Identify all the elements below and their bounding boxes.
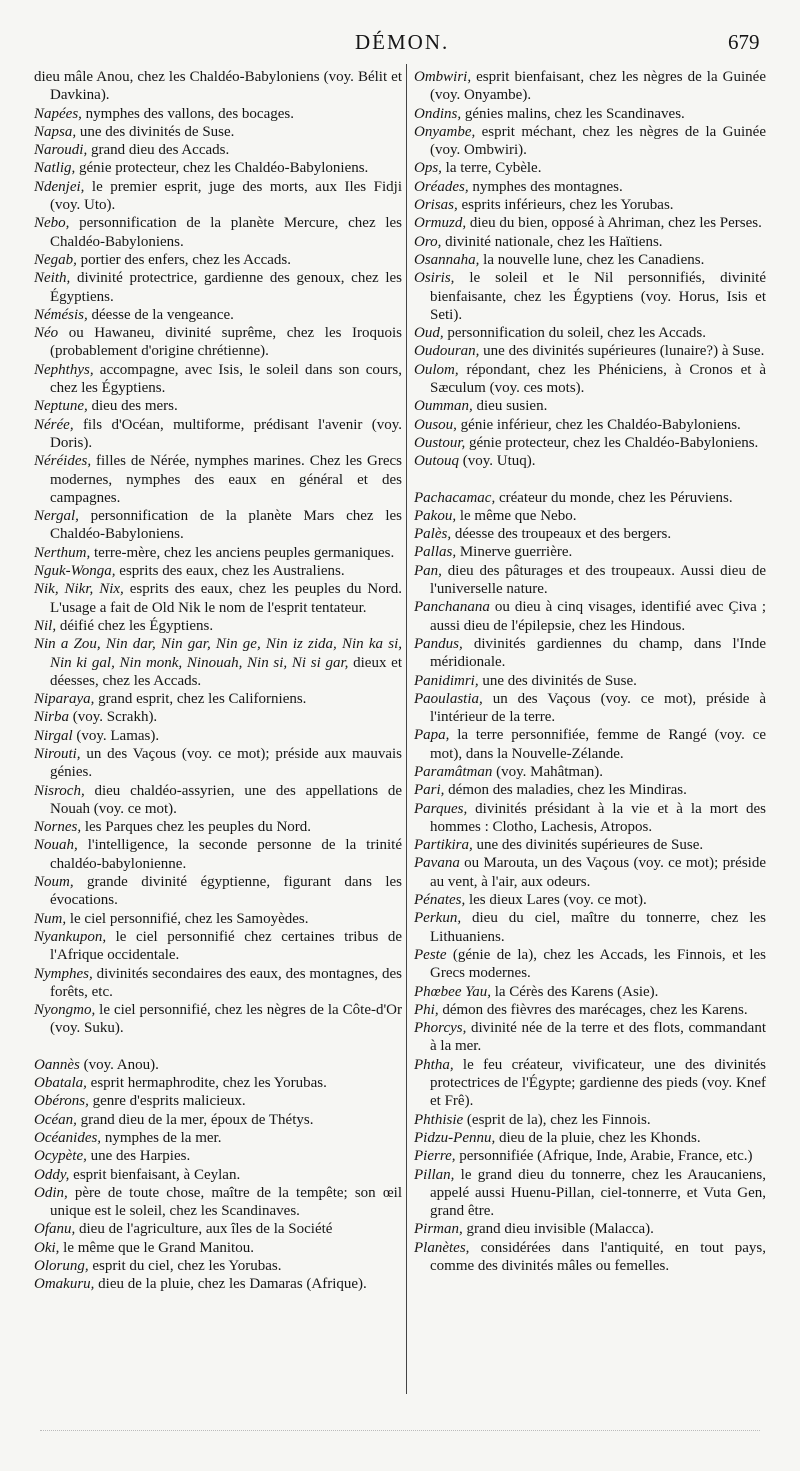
entry-term: Oki, bbox=[34, 1239, 60, 1256]
dictionary-entry bbox=[414, 946, 766, 983]
entry-definition: le feu créateur, vivificateur, une des divinités protectrices de l'Égypte; gardienne des pieds (voy. Knef et Frê). bbox=[430, 1056, 766, 1110]
entry-definition: père de toute chose, maître de la tempête; son œil unique est le soleil, chez les Scandinaves. bbox=[50, 1184, 402, 1220]
dictionary-entry bbox=[414, 1147, 766, 1165]
dictionary-entry bbox=[414, 1166, 766, 1221]
dictionary-entry bbox=[414, 1220, 766, 1238]
dictionary-entry bbox=[34, 1056, 402, 1074]
entry-term: Phi, bbox=[414, 1001, 439, 1018]
dictionary-entry bbox=[414, 672, 766, 690]
entry-definition: le soleil et le Nil personnifiés, divinité bienfaisante, chez les Égyptiens (voy. Horus, Isis et Seti). bbox=[430, 270, 766, 323]
entry-term: Palès, bbox=[414, 526, 452, 543]
entry-term: Napsa, bbox=[34, 123, 77, 140]
dictionary-entry bbox=[414, 1056, 766, 1111]
dictionary-entry bbox=[34, 1220, 402, 1238]
dictionary-entry bbox=[414, 800, 766, 837]
entry-definition: dieu des pâturages et des troupeaux. Aussi dieu de l'universelle nature. bbox=[430, 562, 766, 598]
entry-term: Ops, bbox=[414, 160, 442, 177]
entry-definition: (voy. Mahâtman). bbox=[492, 763, 604, 780]
entry-term: Pénates, bbox=[414, 892, 466, 909]
dictionary-entry bbox=[414, 763, 766, 781]
dictionary-entry bbox=[34, 1147, 402, 1165]
dictionary-entry bbox=[34, 873, 402, 910]
dictionary-entry bbox=[34, 68, 402, 105]
entry-definition: divinités secondaires des eaux, des montagnes, des forêts, etc. bbox=[50, 965, 402, 1000]
dictionary-entry bbox=[34, 580, 402, 617]
entry-definition: déesse des troupeaux et des bergers. bbox=[451, 526, 672, 543]
entry-term: Neith, bbox=[34, 270, 71, 287]
entry-definition: une des divinités de Suse. bbox=[478, 672, 637, 689]
entry-definition: considérées dans l'antiquité, en tout pays, comme des divinités mâles ou femelles. bbox=[430, 1239, 766, 1274]
entry-definition: la Cérès des Karens (Asie). bbox=[490, 983, 659, 1000]
entry-term: Obatala, bbox=[34, 1075, 87, 1092]
dictionary-entry bbox=[414, 123, 766, 160]
dictionary-entry bbox=[414, 781, 766, 799]
dictionary-entry bbox=[34, 1074, 402, 1092]
dictionary-entry bbox=[414, 397, 766, 415]
dictionary-entry bbox=[34, 159, 402, 177]
page-number: 679 bbox=[728, 30, 760, 54]
entry-definition: (voy. Utuq). bbox=[459, 453, 536, 470]
entry-definition: la terre personnifiée, femme de Rangé (voy. ce mot), dans la Nouvelle-Zélande. bbox=[430, 727, 766, 762]
dictionary-entry bbox=[34, 269, 402, 306]
dictionary-entry bbox=[414, 361, 766, 398]
dictionary-entry bbox=[34, 965, 402, 1002]
entry-term: Niparaya, bbox=[34, 691, 95, 708]
left-column bbox=[34, 68, 402, 1294]
entry-definition: dieu mâle Anou, chez les Chaldéo-Babyloniens (voy. Bélit et Davkina). bbox=[34, 69, 402, 104]
section-gap bbox=[414, 471, 766, 489]
dictionary-entry bbox=[414, 909, 766, 946]
entry-term: Orisas, bbox=[414, 197, 458, 214]
entry-definition: ou Hawaneu, divinité suprême, chez les Iroquois (probablement d'origine chrétienne). bbox=[50, 325, 402, 360]
entry-term: Natlig, bbox=[34, 160, 76, 177]
dictionary-entry bbox=[414, 416, 766, 434]
dictionary-entry bbox=[414, 690, 766, 727]
entry-term: Omakuru, bbox=[34, 1276, 95, 1293]
entry-definition: dieu chaldéo-assyrien, une des appellations de Nouah (voy. ce mot). bbox=[50, 782, 402, 817]
dictionary-entry bbox=[34, 1275, 402, 1293]
entry-definition: créateur du monde, chez les Péruviens. bbox=[495, 489, 733, 506]
entry-definition: l'intelligence, la seconde personne de la trinité chaldéo-babylonienne. bbox=[50, 837, 402, 872]
entry-definition: divinités présidant à la vie et à la mort des hommes : Clotho, Lachesis, Atropos. bbox=[430, 800, 766, 835]
entry-term: Odin, bbox=[34, 1184, 68, 1201]
entry-definition: la terre, Cybèle. bbox=[441, 160, 542, 177]
entry-definition: esprits des eaux, chez les Australiens. bbox=[115, 563, 345, 580]
dictionary-entry bbox=[34, 397, 402, 415]
entry-term: Pakou, bbox=[414, 507, 457, 524]
entry-definition: grand dieu invisible (Malacca). bbox=[462, 1221, 654, 1238]
entry-term: Nguk-Wonga, bbox=[34, 563, 116, 580]
entry-definition: (esprit de la), chez les Finnois. bbox=[463, 1111, 651, 1128]
dictionary-entry bbox=[34, 416, 402, 453]
dictionary-entry bbox=[414, 507, 766, 525]
entry-term: Pari, bbox=[414, 782, 445, 799]
entry-term: Oréades, bbox=[414, 178, 469, 195]
dictionary-entry bbox=[34, 141, 402, 159]
entry-definition: dieu des mers. bbox=[87, 398, 178, 415]
entry-term: Perkun, bbox=[414, 910, 462, 927]
dictionary-entry bbox=[414, 726, 766, 763]
dictionary-entry bbox=[414, 1239, 766, 1276]
entry-definition: ou Marouta, un des Vaçous (voy. ce mot); préside au vent, à l'air, aux odeurs. bbox=[430, 855, 766, 890]
dictionary-entry bbox=[414, 1111, 766, 1129]
entry-definition: divinité nationale, chez les Haïtiens. bbox=[441, 233, 663, 250]
entry-term: Pidzu-Pennu, bbox=[414, 1129, 496, 1146]
entry-definition: le même que le Grand Manitou. bbox=[59, 1239, 254, 1256]
entry-term: Obérons, bbox=[34, 1093, 89, 1110]
entry-definition: le grand dieu du tonnerre, chez les Araucaniens, appelé aussi Huenu-Pillan, ciel-tonnerre, et Vuta Gen, grand être. bbox=[430, 1166, 766, 1220]
dictionary-entry bbox=[34, 1129, 402, 1147]
entry-term: Pachacamac, bbox=[414, 489, 496, 506]
entry-term: Nik, Nikr, Nix, bbox=[34, 581, 124, 598]
entry-definition: filles de Nérée, nymphes marines. Chez les Grecs modernes, nymphes des eaux en général et des campagnes. bbox=[50, 453, 402, 506]
entry-term: Num, bbox=[34, 910, 67, 927]
dictionary-entry bbox=[34, 562, 402, 580]
dictionary-entry bbox=[34, 507, 402, 544]
running-title: DÉMON. bbox=[355, 30, 450, 54]
entry-term: Osannaha, bbox=[414, 251, 480, 268]
entry-definition: accompagne, avec Isis, le soleil dans son cours, chez les Égyptiens. bbox=[50, 361, 402, 397]
dictionary-entry bbox=[414, 434, 766, 452]
entry-definition: terre-mère, chez les anciens peuples germaniques. bbox=[90, 544, 395, 561]
dictionary-entry bbox=[34, 214, 402, 251]
dictionary-entry bbox=[34, 818, 402, 836]
entry-term: Neptune, bbox=[34, 398, 88, 415]
entry-term: Negab, bbox=[34, 251, 77, 268]
entry-definition: dieu susien. bbox=[472, 398, 548, 415]
entry-term: Peste bbox=[414, 946, 447, 963]
entry-term: Nephthys, bbox=[34, 361, 94, 378]
entry-term: Ombwiri, bbox=[414, 69, 472, 85]
entry-term: Outouq bbox=[414, 453, 459, 470]
entry-term: Océanides, bbox=[34, 1129, 102, 1146]
dictionary-entry bbox=[414, 836, 766, 854]
dictionary-entry bbox=[414, 635, 766, 672]
entry-term: Ondins, bbox=[414, 105, 462, 122]
entry-definition: ou dieu à cinq visages, identifié avec Çiva ; aussi dieu de l'épilepsie, chez les Hindous. bbox=[430, 599, 766, 634]
dictionary-entry bbox=[34, 836, 402, 873]
entry-term: Nirouti, bbox=[34, 745, 81, 762]
entry-term: Oudouran, bbox=[414, 343, 480, 360]
dictionary-entry bbox=[34, 910, 402, 928]
entry-definition: (voy. Lamas). bbox=[72, 727, 160, 744]
entry-definition: (voy. Anou). bbox=[79, 1056, 159, 1073]
entry-term: Océan, bbox=[34, 1111, 77, 1128]
entry-term: Nergal, bbox=[34, 508, 79, 525]
entry-term: Ofanu, bbox=[34, 1221, 76, 1238]
entry-definition: les dieux Lares (voy. ce mot). bbox=[465, 892, 647, 909]
entry-definition: esprit méchant, chez les nègres de la Guinée (voy. Ombwiri). bbox=[430, 123, 766, 159]
entry-term: Nérée, bbox=[34, 416, 74, 433]
entry-definition: personnification de la planète Mercure, chez les Chaldéo-Babyloniens. bbox=[50, 215, 402, 250]
entry-definition: une des divinités supérieures de Suse. bbox=[472, 837, 704, 854]
dictionary-entry bbox=[34, 1239, 402, 1257]
entry-term: Oddy, bbox=[34, 1166, 70, 1183]
entry-term: Paoulastia, bbox=[414, 690, 483, 707]
entry-term: Nil, bbox=[34, 617, 57, 634]
entry-term: Nebo, bbox=[34, 215, 70, 232]
dictionary-entry bbox=[414, 1129, 766, 1147]
entry-term: Nirgal bbox=[34, 727, 73, 744]
entry-definition: nymphes des vallons, des bocages. bbox=[81, 105, 294, 122]
entry-definition: personnification du soleil, chez les Accads. bbox=[443, 325, 707, 342]
entry-definition: dieux et déesses, chez les Accads. bbox=[50, 654, 402, 689]
entry-term: Noum, bbox=[34, 874, 74, 891]
dictionary-entry bbox=[34, 105, 402, 123]
entry-term: Ocypète, bbox=[34, 1148, 87, 1165]
dictionary-entry bbox=[414, 105, 766, 123]
entry-term: Pillan, bbox=[414, 1166, 455, 1183]
entry-term: Phorcys, bbox=[414, 1020, 467, 1037]
entry-definition: (voy. Scrakh). bbox=[69, 709, 158, 726]
dictionary-entry bbox=[414, 525, 766, 543]
entry-definition: le ciel personnifié chez certaines tribus de l'Afrique occidentale. bbox=[50, 928, 402, 964]
entry-definition: esprit du ciel, chez les Yorubas. bbox=[88, 1258, 282, 1274]
entry-term: Onyambe, bbox=[414, 123, 476, 140]
entry-definition: fils d'Océan, multiforme, prédisant l'avenir (voy. Doris). bbox=[50, 416, 402, 451]
entry-definition: esprit bienfaisant, chez les nègres de la Guinée (voy. Onyambe). bbox=[430, 69, 766, 104]
entry-definition: génies malins, chez les Scandinaves. bbox=[461, 105, 685, 122]
entry-definition: personnifiée (Afrique, Inde, Arabie, France, etc.) bbox=[455, 1148, 753, 1165]
dictionary-entry bbox=[414, 598, 766, 635]
dictionary-entry bbox=[414, 983, 766, 1001]
entry-definition: personnification de la planète Mars chez les Chaldéo-Babyloniens. bbox=[50, 508, 402, 543]
dictionary-entry bbox=[34, 123, 402, 141]
dictionary-entry bbox=[34, 306, 402, 324]
entry-term: Nornes, bbox=[34, 819, 82, 836]
entry-term: Napées, bbox=[34, 105, 82, 122]
dictionary-entry bbox=[34, 544, 402, 562]
entry-definition: démon des fièvres des marécages, chez les Karens. bbox=[438, 1001, 748, 1018]
dictionary-entry bbox=[34, 635, 402, 690]
entry-definition: esprits des eaux, chez les peuples du Nord. L'usage a fait de Old Nik le nom de l'esprit tentateur. bbox=[50, 581, 402, 616]
entry-definition: le premier esprit, juge des morts, aux Iles Fidji (voy. Uto). bbox=[50, 178, 402, 214]
entry-definition: déifié chez les Égyptiens. bbox=[56, 617, 214, 634]
entry-definition: (génie de la), chez les Accads, les Finnois, et les Grecs modernes. bbox=[430, 946, 766, 982]
entry-definition: dieu de l'agriculture, aux îles de la Société bbox=[75, 1221, 333, 1238]
dictionary-entry bbox=[414, 1019, 766, 1056]
dictionary-entry bbox=[34, 1257, 402, 1275]
dictionary-entry bbox=[34, 727, 402, 745]
entry-definition: divinités gardiennes du champ, dans l'Inde méridionale. bbox=[430, 635, 766, 671]
entry-definition: le ciel personnifié, chez les nègres de la Côte-d'Or (voy. Suku). bbox=[50, 1002, 402, 1037]
entry-term: Panidimri, bbox=[414, 672, 479, 689]
entry-definition: le ciel personnifié, chez les Samoyèdes. bbox=[66, 910, 309, 927]
entry-definition: divinité protectrice, gardienne des genoux, chez les Égyptiens. bbox=[50, 270, 402, 305]
dictionary-entry bbox=[414, 489, 766, 507]
page-header bbox=[0, 30, 800, 60]
entry-definition: un des Vaçous (voy. ce mot), préside à l'intérieur de la terre. bbox=[430, 690, 766, 726]
dictionary-entry bbox=[414, 342, 766, 360]
dictionary-entry bbox=[34, 690, 402, 708]
entry-term: Nyankupon, bbox=[34, 928, 107, 945]
entry-definition: les Parques chez les peuples du Nord. bbox=[81, 819, 312, 836]
entry-definition: esprits inférieurs, chez les Yorubas. bbox=[457, 197, 674, 214]
entry-term: Nouah, bbox=[34, 837, 78, 854]
dictionary-entry bbox=[34, 617, 402, 635]
entry-definition: répondant, chez les Phéniciens, à Cronos et à Sæculum (voy. ces mots). bbox=[430, 361, 766, 397]
entry-term: Planètes, bbox=[414, 1239, 470, 1256]
entry-definition: grand dieu de la mer, époux de Thétys. bbox=[76, 1111, 314, 1128]
entry-definition: le même que Nebo. bbox=[456, 507, 577, 524]
dictionary-entry bbox=[414, 1001, 766, 1019]
column-divider bbox=[406, 64, 407, 1394]
dictionary-entry bbox=[34, 1166, 402, 1184]
entry-definition: une des Harpies. bbox=[86, 1148, 191, 1165]
entry-term: Phœbee Yau, bbox=[414, 983, 491, 1000]
entry-definition: déesse de la vengeance. bbox=[87, 306, 234, 323]
entry-term: Nyongmo, bbox=[34, 1002, 96, 1019]
entry-term: Pallas, bbox=[414, 544, 457, 561]
entry-definition: génie protecteur, chez les Chaldéo-Babyloniens. bbox=[465, 434, 759, 451]
dictionary-entry bbox=[414, 543, 766, 561]
dictionary-entry bbox=[414, 562, 766, 599]
entry-definition: dieu du ciel, maître du tonnerre, chez les Lithuaniens. bbox=[430, 910, 766, 945]
entry-term: Nirba bbox=[34, 709, 70, 726]
entry-term: Phthisie bbox=[414, 1111, 464, 1128]
entry-definition: un des Vaçous (voy. ce mot); préside aux mauvais génies. bbox=[50, 745, 402, 781]
dictionary-entry bbox=[414, 196, 766, 214]
entry-term: Nerthum, bbox=[34, 544, 91, 561]
entry-term: Parques, bbox=[414, 800, 468, 817]
dictionary-entry bbox=[34, 708, 402, 726]
entry-definition: génie inférieur, chez les Chaldéo-Babyloniens. bbox=[456, 416, 741, 433]
right-column bbox=[414, 68, 766, 1275]
entry-definition: dieu du bien, opposé à Ahriman, chez les Perses. bbox=[466, 215, 762, 232]
dictionary-entry bbox=[414, 178, 766, 196]
dictionary-entry bbox=[34, 324, 402, 361]
entry-definition: démon des maladies, chez les Mindiras. bbox=[444, 782, 687, 799]
entry-term: Ormuzd, bbox=[414, 215, 467, 232]
dictionary-entry bbox=[34, 1184, 402, 1221]
entry-term: Papa, bbox=[414, 727, 450, 744]
entry-definition: la nouvelle lune, chez les Canadiens. bbox=[479, 251, 705, 268]
entry-term: Ndenjei, bbox=[34, 178, 85, 195]
entry-term: Naroudi, bbox=[34, 142, 88, 159]
entry-definition: divinité née de la terre et des flots, commandant à la mer. bbox=[430, 1020, 766, 1055]
entry-term: Oumman, bbox=[414, 398, 473, 415]
dictionary-entry bbox=[414, 854, 766, 891]
entry-term: Néo bbox=[34, 325, 59, 342]
entry-term: Nymphes, bbox=[34, 965, 93, 982]
entry-definition: nymphes des montagnes. bbox=[468, 178, 623, 195]
dictionary-entry bbox=[34, 928, 402, 965]
entry-term: Pan, bbox=[414, 562, 442, 579]
dictionary-entry bbox=[34, 251, 402, 269]
entry-definition: grand esprit, chez les Californiens. bbox=[94, 691, 307, 708]
dictionary-entry bbox=[414, 68, 766, 105]
entry-term: Pavana bbox=[414, 855, 460, 872]
entry-term: Paramâtman bbox=[414, 763, 493, 780]
entry-term: Oannès bbox=[34, 1056, 80, 1073]
entry-definition: genre d'esprits malicieux. bbox=[88, 1093, 246, 1110]
entry-definition: une des divinités de Suse. bbox=[76, 123, 235, 140]
dictionary-entry bbox=[414, 269, 766, 324]
entry-term: Olorung, bbox=[34, 1258, 89, 1274]
dictionary-entry bbox=[414, 891, 766, 909]
entry-term: Némésis, bbox=[34, 306, 88, 323]
dictionary-entry bbox=[34, 1092, 402, 1110]
entry-definition: dieu de la pluie, chez les Khonds. bbox=[495, 1129, 701, 1146]
entry-definition: grande divinité égyptienne, figurant dans les évocations. bbox=[50, 874, 402, 909]
entry-term: Oud, bbox=[414, 325, 444, 342]
entry-definition: génie protecteur, chez les Chaldéo-Babyloniens. bbox=[75, 160, 369, 177]
entry-definition: nymphes de la mer. bbox=[101, 1129, 222, 1146]
entry-definition: esprit bienfaisant, à Ceylan. bbox=[69, 1166, 241, 1183]
dictionary-entry bbox=[34, 452, 402, 507]
entry-term: Ousou, bbox=[414, 416, 457, 433]
entry-term: Pandus, bbox=[414, 635, 463, 652]
dictionary-entry bbox=[34, 1001, 402, 1038]
footer-rule bbox=[40, 1430, 760, 1432]
dictionary-entry bbox=[34, 782, 402, 819]
entry-term: Osiris, bbox=[414, 270, 455, 287]
entry-definition: portier des enfers, chez les Accads. bbox=[76, 251, 291, 268]
dictionary-entry bbox=[414, 159, 766, 177]
entry-term: Pierre, bbox=[414, 1148, 456, 1165]
entry-term: Nin a Zou, Nin dar, Nin gar, Nin ge, Nin iz zida, Nin ka si, Nin ki gal, Nin monk, Ninouah, Nin si, Ni si gar, bbox=[34, 636, 402, 671]
dictionary-entry bbox=[34, 361, 402, 398]
entry-definition: Minerve guerrière. bbox=[456, 544, 573, 561]
entry-term: Oulom, bbox=[414, 361, 459, 378]
dictionary-entry bbox=[414, 251, 766, 269]
dictionary-entry bbox=[414, 452, 766, 470]
entry-term: Nisroch, bbox=[34, 782, 85, 799]
dictionary-entry bbox=[414, 233, 766, 251]
entry-term: Néréides, bbox=[34, 453, 92, 470]
entry-term: Panchanana bbox=[414, 599, 490, 616]
entry-definition: esprit hermaphrodite, chez les Yorubas. bbox=[86, 1075, 327, 1092]
entry-term: Oustour, bbox=[414, 434, 466, 451]
entry-term: Phtha, bbox=[414, 1056, 454, 1073]
dictionary-entry bbox=[34, 1111, 402, 1129]
dictionary-entry bbox=[34, 745, 402, 782]
entry-definition: dieu de la pluie, chez les Damaras (Afrique). bbox=[94, 1276, 367, 1293]
dictionary-entry bbox=[414, 214, 766, 232]
entry-term: Pirman, bbox=[414, 1221, 463, 1238]
section-gap bbox=[34, 1038, 402, 1056]
dictionary-entry bbox=[34, 178, 402, 215]
entry-term: Oro, bbox=[414, 233, 442, 250]
entry-term: Partikira, bbox=[414, 837, 473, 854]
dictionary-entry bbox=[414, 324, 766, 342]
entry-definition: une des divinités supérieures (lunaire?) à Suse. bbox=[479, 343, 765, 360]
entry-definition: grand dieu des Accads. bbox=[87, 142, 230, 159]
